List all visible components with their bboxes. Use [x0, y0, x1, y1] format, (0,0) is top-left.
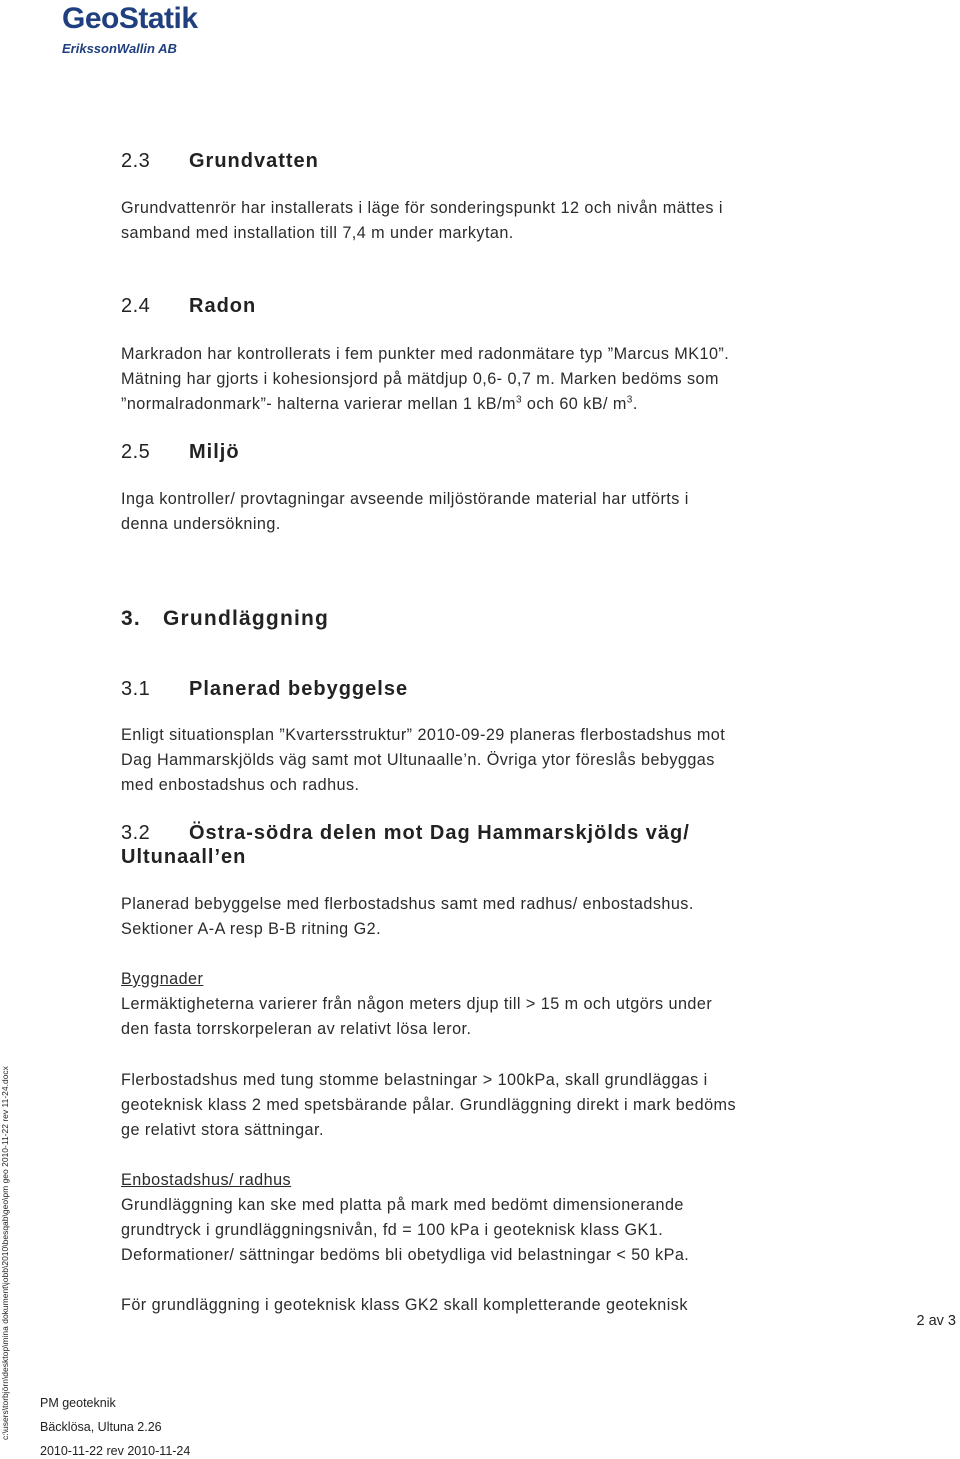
paragraph-enbostadshus	[121, 1168, 689, 1268]
text-fragment: .	[632, 395, 638, 413]
paragraph-gk2	[121, 1293, 688, 1318]
text-line	[121, 392, 729, 417]
text-fragment: ”normalradonmark”- halterna varierar mellan 1 kB/m	[121, 395, 516, 413]
heading-2-5	[121, 441, 240, 464]
section-number: 2.5	[121, 441, 151, 463]
footer-project: Bäcklösa, Ultuna 2.26	[40, 1420, 162, 1434]
section-number: 2.3	[121, 150, 151, 172]
section-title: Östra-södra delen mot Dag Hammarskjölds väg/	[189, 822, 690, 844]
page-number: 2 av 3	[916, 1313, 956, 1329]
section-title: Radon	[189, 295, 257, 317]
file-path-margin: c:\users\torbjörn\desktop\mina dokument\jobb\2010\besqab\geo\pm geo 2010-11-22 rev 11-24.docx	[0, 1066, 10, 1440]
footer-date: 2010-11-22 rev 2010-11-24	[40, 1444, 191, 1458]
heading-3	[121, 607, 329, 631]
text-line: Sektioner A-A resp B-B ritning G2.	[121, 920, 382, 938]
text-line: ge relativt stora sättningar.	[121, 1121, 324, 1139]
text-line: Inga kontroller/ provtagningar avseende miljöstörande material har utförts i	[121, 490, 689, 508]
paragraph-radon	[121, 342, 729, 417]
company-logo: GeoStatik	[62, 2, 198, 35]
text-line: med enbostadshus och radhus.	[121, 776, 360, 794]
paragraph-miljo	[121, 487, 689, 537]
text-line: denna undersökning.	[121, 515, 281, 533]
heading-2-4	[121, 295, 256, 318]
paragraph-planerad	[121, 723, 725, 798]
text-line: geoteknisk klass 2 med spetsbärande pålar. Grundläggning direkt i mark bedöms	[121, 1096, 737, 1114]
superscript: 3	[626, 394, 633, 406]
section-title: Grundvatten	[189, 150, 319, 172]
heading-2-3	[121, 150, 319, 173]
text-line: Flerbostadshus med tung stomme belastningar > 100kPa, skall grundläggas i	[121, 1071, 708, 1089]
text-line: grundtryck i grundläggningsnivån, fd = 100 kPa i geoteknisk klass GK1.	[121, 1221, 664, 1239]
paragraph-flerbostadshus	[121, 1068, 736, 1143]
paragraph-byggnader	[121, 967, 712, 1042]
subheading-byggnader: Byggnader	[121, 970, 204, 988]
text-line: Lermäktigheterna varierer från någon meters djup till > 15 m och utgörs under	[121, 995, 713, 1013]
heading-3-1	[121, 678, 408, 701]
paragraph-grundvatten	[121, 196, 723, 246]
text-line: Dag Hammarskjölds väg samt mot Ultunaalle’n. Övriga ytor föreslås bebyggas	[121, 751, 715, 769]
heading-3-2	[121, 822, 690, 845]
text-line: den fasta torrskorpeleran av relativt lösa leror.	[121, 1020, 472, 1038]
section-title: Grundläggning	[163, 607, 330, 630]
section-number: 3.	[121, 607, 141, 630]
heading-3-2-continued: Ultunaall’en	[121, 846, 247, 868]
text-fragment: och 60 kB/ m	[521, 395, 627, 413]
section-title: Planerad bebyggelse	[189, 678, 409, 700]
superscript: 3	[515, 394, 522, 406]
subheading-enbostadshus: Enbostadshus/ radhus	[121, 1171, 292, 1189]
paragraph-ostra-sodra	[121, 892, 694, 942]
text-line: För grundläggning i geoteknisk klass GK2 skall kompletterande geoteknisk	[121, 1296, 688, 1314]
text-line: samband med installation till 7,4 m under markytan.	[121, 224, 514, 242]
text-line: Planerad bebyggelse med flerbostadshus samt med radhus/ enbostadshus.	[121, 895, 694, 913]
text-line: Mätning har gjorts i kohesionsjord på mätdjup 0,6- 0,7 m. Marken bedöms som	[121, 370, 719, 388]
section-title: Miljö	[189, 441, 240, 463]
text-line: Grundläggning kan ske med platta på mark med bedömt dimensionerande	[121, 1196, 684, 1214]
text-line: Markradon har kontrollerats i fem punkter med radonmätare typ ”Marcus MK10”.	[121, 345, 730, 363]
text-line: Grundvattenrör har installerats i läge för sonderingspunkt 12 och nivån mättes i	[121, 199, 723, 217]
footer-doc-type: PM geoteknik	[40, 1396, 116, 1410]
text-line: Enligt situationsplan ”Kvartersstruktur” 2010-09-29 planeras flerbostadshus mot	[121, 726, 726, 744]
company-name: ErikssonWallin AB	[62, 41, 177, 56]
section-number: 3.1	[121, 678, 151, 700]
section-number: 3.2	[121, 822, 151, 844]
section-number: 2.4	[121, 295, 151, 317]
text-line: Deformationer/ sättningar bedöms bli obetydliga vid belastningar < 50 kPa.	[121, 1246, 690, 1264]
